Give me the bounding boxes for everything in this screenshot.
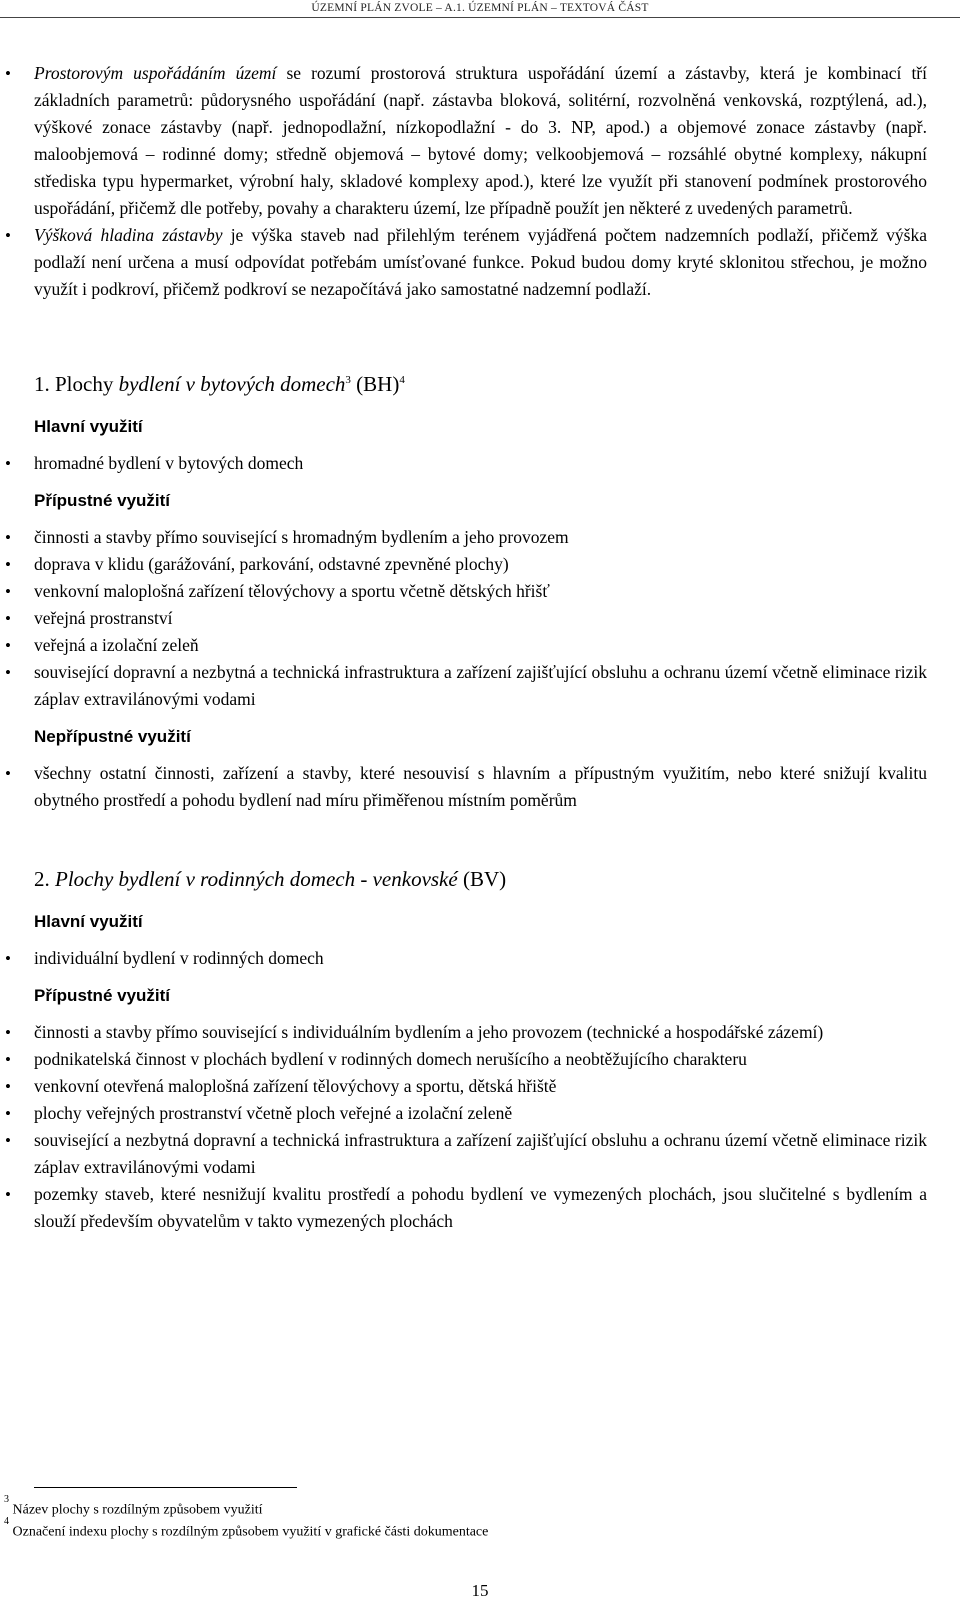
list-item: • hromadné bydlení v bytových domech (34, 450, 927, 477)
list-item: • individuální bydlení v rodinných domech (34, 945, 927, 972)
list-item: • doprava v klidu (garážování, parkování, odstavné zpevněné plochy) (34, 551, 927, 578)
page-header: ÚZEMNÍ PLÁN ZVOLE – A.1. ÚZEMNÍ PLÁN – TEXTOVÁ ČÁST (311, 2, 649, 14)
list-item: • venkovní otevřená maloplošná zařízení tělovýchovy a sportu, dětská hřiště (34, 1073, 927, 1100)
list-item: • pozemky staveb, které nesnižují kvalitu prostředí a pohodu bydlení ve vymezených plochách, jsou slučitelné s bydlením a slouží především obyvatelům v takto vymezených plochách (34, 1181, 927, 1235)
list-item: • plochy veřejných prostranství včetně ploch veřejné a izolační zeleně (34, 1100, 927, 1127)
section-2-title-italic: Plochy bydlení v rodinných domech - venkovské (55, 867, 458, 891)
definition-term: Prostorovým uspořádáním území (34, 63, 277, 83)
footnote-3 (4, 1494, 263, 1520)
footnote-ref-3: 3 (345, 374, 351, 386)
section-2-code: (BV) (457, 867, 507, 891)
footnote-ref-4: 4 (399, 374, 405, 386)
definitions-list (34, 60, 927, 303)
section-2-title (34, 864, 927, 894)
definition-text: je výška staveb nad přilehlým terénem vyjádřená počtem nadzemních podlaží, přičemž výška podlaží není určena a musí odpovídat potřebám umísťované funkce. Pokud budou domy kryté sklonitou střechou, je možno využít i podkroví, přičemž podkroví se nezapočítává jako samostatné nadzemní podlaží. (34, 225, 928, 299)
section-1-forbidden-heading: Nepřípustné využití (34, 727, 191, 746)
footnote-number: 4 (4, 1516, 9, 1527)
section-2-number: 2. (34, 867, 55, 891)
list-item: • související dopravní a nezbytná a technická infrastruktura a zařízení zajišťující obsluhu a ochranu území včetně eliminace rizik záplav extravilánovými vodami (34, 659, 927, 713)
footnote-number: 3 (4, 1494, 9, 1505)
section-2-main-list (34, 945, 927, 972)
section-1-main-list (34, 450, 927, 477)
header-rule (0, 17, 960, 18)
section-2-main-heading: Hlavní využití (34, 912, 143, 931)
section-2-allowed-list (34, 1019, 927, 1235)
list-item: • činnosti a stavby přímo související s hromadným bydlením a jeho provozem (34, 524, 927, 551)
definition-item (34, 60, 927, 222)
section-2-allowed-heading: Přípustné využití (34, 986, 171, 1005)
definition-item (34, 222, 927, 303)
section-1-forbidden-list (34, 760, 927, 814)
section-1-number: 1. Plochy (34, 372, 119, 396)
section-1-title (34, 365, 927, 399)
definition-text: se rozumí prostorová struktura uspořádání území a zástavby, která je kombinací tří základních parametrů: půdorysného uspořádání (např. zástavba bloková, solitérní, rozvolněná venkovská, rozptýlená, ad.), výškové zonace zástavby (např. jednopodlažní, nízkopodlažní - do 3. NP, apod.) a objemové zonace zástavby (např. maloobjemová – rodinné domy; středně objemová – bytové domy; velkoobjemová – rozsáhlé obytné komplexy, nákupní střediska typu hypermarket, výrobní haly, skladové komplexy apod.), které lze využít při stanovení podmínek prostorového uspořádání, přičemž dle potřeby, povahy a charakteru území, lze případně použít jen některé z uvedených parametrů. (34, 63, 927, 218)
list-item: • veřejná a izolační zeleň (34, 632, 927, 659)
footnote-rule (34, 1487, 297, 1488)
section-1-code: (BH) (350, 372, 400, 396)
list-item: • činnosti a stavby přímo související s individuálním bydlením a jeho provozem (technické a hospodářské zázemí) (34, 1019, 927, 1046)
section-1-title-italic: bydlení v bytových domech (118, 372, 346, 396)
footnote-text: Označení indexu plochy s rozdílným způsobem využití v grafické části dokumentace (12, 1524, 489, 1540)
section-1-main-heading: Hlavní využití (34, 417, 143, 436)
footnote-4 (4, 1516, 489, 1542)
list-item: • související a nezbytná dopravní a technická infrastruktura a zařízení zajišťující obsluhu a ochranu území včetně eliminace rizik záplav extravilánovými vodami (34, 1127, 927, 1181)
footnote-text: Název plochy s rozdílným způsobem využití (12, 1502, 263, 1518)
definition-term: Výšková hladina zástavby (34, 225, 223, 245)
list-item: • všechny ostatní činnosti, zařízení a stavby, které nesouvisí s hlavním a přípustným využitím, nebo které snižují kvalitu obytného prostředí a pohodu bydlení nad míru přiměřenou místním poměrům (34, 760, 927, 814)
section-1-allowed-list (34, 524, 927, 713)
page-content (34, 60, 927, 1235)
list-item: • veřejná prostranství (34, 605, 927, 632)
page-number: 15 (471, 1581, 489, 1600)
list-item: • podnikatelská činnost v plochách bydlení v rodinných domech nerušícího a neobtěžujícího charakteru (34, 1046, 927, 1073)
section-1-allowed-heading: Přípustné využití (34, 491, 171, 510)
list-item: • venkovní maloplošná zařízení tělovýchovy a sportu včetně dětských hřišť (34, 578, 927, 605)
